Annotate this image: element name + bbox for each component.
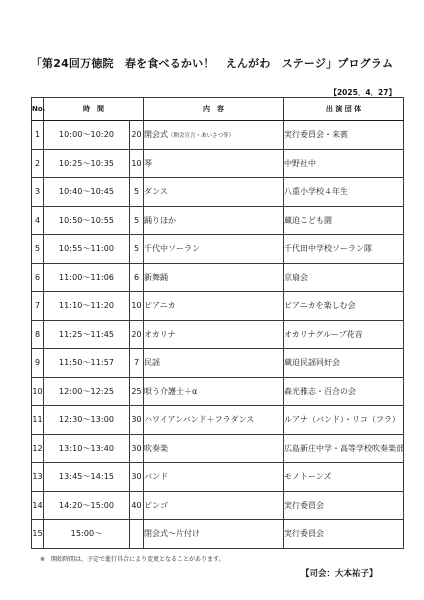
row-content bbox=[144, 178, 284, 207]
row-content bbox=[144, 520, 284, 549]
row-number bbox=[32, 292, 44, 321]
row-time bbox=[44, 349, 130, 378]
row-duration bbox=[130, 463, 144, 492]
row-duration-text: 10 bbox=[131, 158, 142, 168]
table-row bbox=[32, 320, 404, 349]
row-performer bbox=[284, 149, 404, 178]
row-content-text: 新舞踊 bbox=[144, 272, 168, 282]
row-number-text: 5 bbox=[34, 244, 41, 254]
row-content-text: 踊りほか bbox=[144, 215, 176, 225]
row-time bbox=[44, 406, 130, 435]
row-time-text: 11:50〜11:57 bbox=[58, 358, 115, 368]
table-row bbox=[32, 149, 404, 178]
row-duration bbox=[130, 235, 144, 264]
row-duration bbox=[130, 121, 144, 150]
row-content bbox=[144, 377, 284, 406]
table-row bbox=[32, 377, 404, 406]
row-duration-text: 5 bbox=[133, 187, 140, 197]
document-title: 「第24回万徳院 春を食べるかい！ えんがわ ステージ」プログラム bbox=[30, 57, 394, 70]
row-duration-text: 30 bbox=[131, 443, 142, 453]
row-number-text: 13 bbox=[32, 472, 43, 482]
row-time-text: 11:00〜11:06 bbox=[58, 272, 115, 282]
row-content bbox=[144, 434, 284, 463]
row-time bbox=[44, 434, 130, 463]
row-performer bbox=[284, 491, 404, 520]
row-time-text: 13:45〜14:15 bbox=[58, 472, 115, 482]
row-number bbox=[32, 491, 44, 520]
row-content bbox=[144, 463, 284, 492]
row-content-text: ビンゴ bbox=[144, 500, 168, 510]
row-duration bbox=[130, 263, 144, 292]
row-time bbox=[44, 178, 130, 207]
row-time-text: 11:25〜11:45 bbox=[58, 329, 115, 339]
row-number bbox=[32, 178, 44, 207]
row-duration bbox=[130, 349, 144, 378]
row-number-text: 15 bbox=[32, 529, 43, 539]
row-content-text: バンド bbox=[144, 472, 168, 482]
row-content-text: ダンス bbox=[144, 187, 168, 197]
row-number bbox=[32, 349, 44, 378]
row-content bbox=[144, 320, 284, 349]
table-row bbox=[32, 263, 404, 292]
row-time bbox=[44, 377, 130, 406]
row-content bbox=[144, 406, 284, 435]
row-performer bbox=[284, 434, 404, 463]
row-time bbox=[44, 149, 130, 178]
row-content-text: 民謡 bbox=[144, 358, 160, 368]
row-performer-text: ピアニカを楽しむ会 bbox=[284, 301, 356, 311]
row-number-text: 7 bbox=[34, 301, 41, 311]
row-performer-text: 広島新庄中学・高等学校吹奏楽部 bbox=[284, 443, 404, 453]
row-content-text: 閉会式〜片付け bbox=[144, 529, 200, 539]
row-content bbox=[144, 235, 284, 264]
row-performer-text: 京扇会 bbox=[284, 272, 308, 282]
row-time-text: 10:00〜10:20 bbox=[58, 130, 115, 140]
row-time bbox=[44, 520, 130, 549]
row-content bbox=[144, 263, 284, 292]
row-time bbox=[44, 292, 130, 321]
row-number bbox=[32, 121, 44, 150]
row-number-text: 3 bbox=[34, 187, 41, 197]
row-number-text: 10 bbox=[32, 386, 43, 396]
header-no: No. bbox=[32, 98, 44, 121]
row-content-note: （開会宣言・あいさつ等） bbox=[168, 133, 235, 140]
row-performer-text: 実行委員会 bbox=[284, 500, 324, 510]
row-duration-text: 6 bbox=[133, 272, 140, 282]
row-content-text: ピアニカ bbox=[144, 301, 176, 311]
row-number bbox=[32, 520, 44, 549]
row-performer-text: 千代田中学校ソーラン隊 bbox=[284, 244, 372, 254]
row-performer bbox=[284, 349, 404, 378]
row-time-text: 15:00〜 bbox=[70, 529, 103, 539]
row-number bbox=[32, 320, 44, 349]
table-row bbox=[32, 491, 404, 520]
row-number bbox=[32, 235, 44, 264]
table-header-row bbox=[32, 98, 404, 121]
row-content bbox=[144, 349, 284, 378]
row-content bbox=[144, 206, 284, 235]
row-duration-text: 5 bbox=[133, 244, 140, 254]
row-time bbox=[44, 121, 130, 150]
row-duration bbox=[130, 491, 144, 520]
row-performer bbox=[284, 292, 404, 321]
row-duration-text: 10 bbox=[131, 301, 142, 311]
program-table bbox=[31, 97, 404, 549]
mc-credit: 【司会：大本祐子】 bbox=[301, 569, 378, 579]
table-row bbox=[32, 406, 404, 435]
row-performer-text: 中野社中 bbox=[284, 158, 316, 168]
row-duration-text: 7 bbox=[133, 358, 140, 368]
row-number-text: 2 bbox=[34, 158, 41, 168]
row-time-text: 10:40〜10:45 bbox=[58, 187, 115, 197]
table-row bbox=[32, 235, 404, 264]
row-number bbox=[32, 263, 44, 292]
row-performer bbox=[284, 406, 404, 435]
row-time bbox=[44, 263, 130, 292]
row-performer-text: 八重小学校４年生 bbox=[284, 187, 348, 197]
row-performer-text: オカリナグループ花音 bbox=[284, 329, 363, 339]
row-duration bbox=[130, 178, 144, 207]
table-row bbox=[32, 434, 404, 463]
row-duration bbox=[130, 406, 144, 435]
row-performer bbox=[284, 377, 404, 406]
table-row bbox=[32, 463, 404, 492]
row-duration-text: 20 bbox=[131, 130, 142, 140]
row-performer bbox=[284, 235, 404, 264]
row-performer bbox=[284, 121, 404, 150]
row-content-text: ハワイアンバンド＋フラダンス bbox=[144, 415, 255, 425]
row-duration-text: 20 bbox=[131, 329, 142, 339]
row-duration bbox=[130, 292, 144, 321]
row-duration-text: 40 bbox=[131, 500, 142, 510]
row-number bbox=[32, 206, 44, 235]
row-duration bbox=[130, 206, 144, 235]
row-content bbox=[144, 292, 284, 321]
row-time-text: 10:25〜10:35 bbox=[58, 158, 115, 168]
row-performer-text: モノトーンズ bbox=[284, 472, 332, 482]
row-duration-text: 25 bbox=[131, 386, 142, 396]
row-time-text: 10:55〜11:00 bbox=[58, 244, 115, 254]
row-time-text: 11:10〜11:20 bbox=[58, 301, 115, 311]
row-content-text: 千代中ソーラン bbox=[144, 244, 200, 254]
row-performer bbox=[284, 206, 404, 235]
row-performer bbox=[284, 178, 404, 207]
row-time bbox=[44, 463, 130, 492]
table-row bbox=[32, 349, 404, 378]
row-number bbox=[32, 406, 44, 435]
row-content bbox=[144, 491, 284, 520]
row-time bbox=[44, 235, 130, 264]
table-row bbox=[32, 206, 404, 235]
row-time-text: 12:30〜13:00 bbox=[58, 415, 115, 425]
row-performer-text: 蔵迫こども園 bbox=[284, 215, 332, 225]
row-performer bbox=[284, 263, 404, 292]
row-time bbox=[44, 491, 130, 520]
row-performer-text: ルアナ（バンド）・リコ（フラ） bbox=[284, 415, 400, 425]
row-number bbox=[32, 463, 44, 492]
row-number-text: 12 bbox=[32, 443, 43, 453]
row-number bbox=[32, 149, 44, 178]
row-content-text: 琴 bbox=[144, 158, 152, 168]
row-duration bbox=[130, 320, 144, 349]
row-number bbox=[32, 377, 44, 406]
row-duration bbox=[130, 149, 144, 178]
row-content bbox=[144, 149, 284, 178]
header-performer: 出 演 団 体 bbox=[284, 98, 404, 121]
row-content-text: オカリナ bbox=[144, 329, 176, 339]
row-performer bbox=[284, 320, 404, 349]
header-content: 内 容 bbox=[144, 98, 284, 121]
row-time bbox=[44, 206, 130, 235]
row-number bbox=[32, 434, 44, 463]
row-number-text: 1 bbox=[34, 130, 41, 140]
row-performer bbox=[284, 463, 404, 492]
row-duration bbox=[130, 434, 144, 463]
row-time-text: 13:10〜13:40 bbox=[58, 443, 115, 453]
row-number-text: 14 bbox=[32, 500, 43, 510]
row-duration bbox=[130, 520, 144, 549]
event-date: 【2025．4．27】 bbox=[329, 88, 396, 97]
row-content-text: 開会式 bbox=[144, 130, 168, 140]
row-number-text: 8 bbox=[34, 329, 41, 339]
row-number-text: 4 bbox=[34, 215, 41, 225]
row-time-text: 10:50〜10:55 bbox=[58, 215, 115, 225]
table-row bbox=[32, 520, 404, 549]
row-number-text: 6 bbox=[34, 272, 41, 282]
row-duration-text: 30 bbox=[131, 415, 142, 425]
table-row bbox=[32, 121, 404, 150]
row-number-text: 9 bbox=[34, 358, 41, 368]
row-time bbox=[44, 320, 130, 349]
row-performer-text: 蔵迫民謡同好会 bbox=[284, 358, 340, 368]
header-time: 時 間 bbox=[44, 98, 144, 121]
row-performer-text: 実行委員会・来賓 bbox=[284, 130, 348, 140]
table-row bbox=[32, 178, 404, 207]
row-performer-text: 実行委員会 bbox=[284, 529, 324, 539]
row-time-text: 14:20〜15:00 bbox=[58, 500, 115, 510]
row-duration-text: 30 bbox=[131, 472, 142, 482]
row-content bbox=[144, 121, 284, 150]
table-row bbox=[32, 292, 404, 321]
row-content-text: 吹奏楽 bbox=[144, 443, 168, 453]
row-performer bbox=[284, 520, 404, 549]
row-duration-text: 5 bbox=[133, 215, 140, 225]
row-number-text: 11 bbox=[32, 415, 43, 425]
row-content-text: 唄う介護士＋α bbox=[144, 386, 198, 396]
footnote: ※ 開始時間は、予定で進行具合により変更となることがあります。 bbox=[40, 556, 225, 563]
row-duration bbox=[130, 377, 144, 406]
row-performer-text: 森光雅志・百合の会 bbox=[284, 386, 356, 396]
row-time-text: 12:00〜12:25 bbox=[58, 386, 115, 396]
